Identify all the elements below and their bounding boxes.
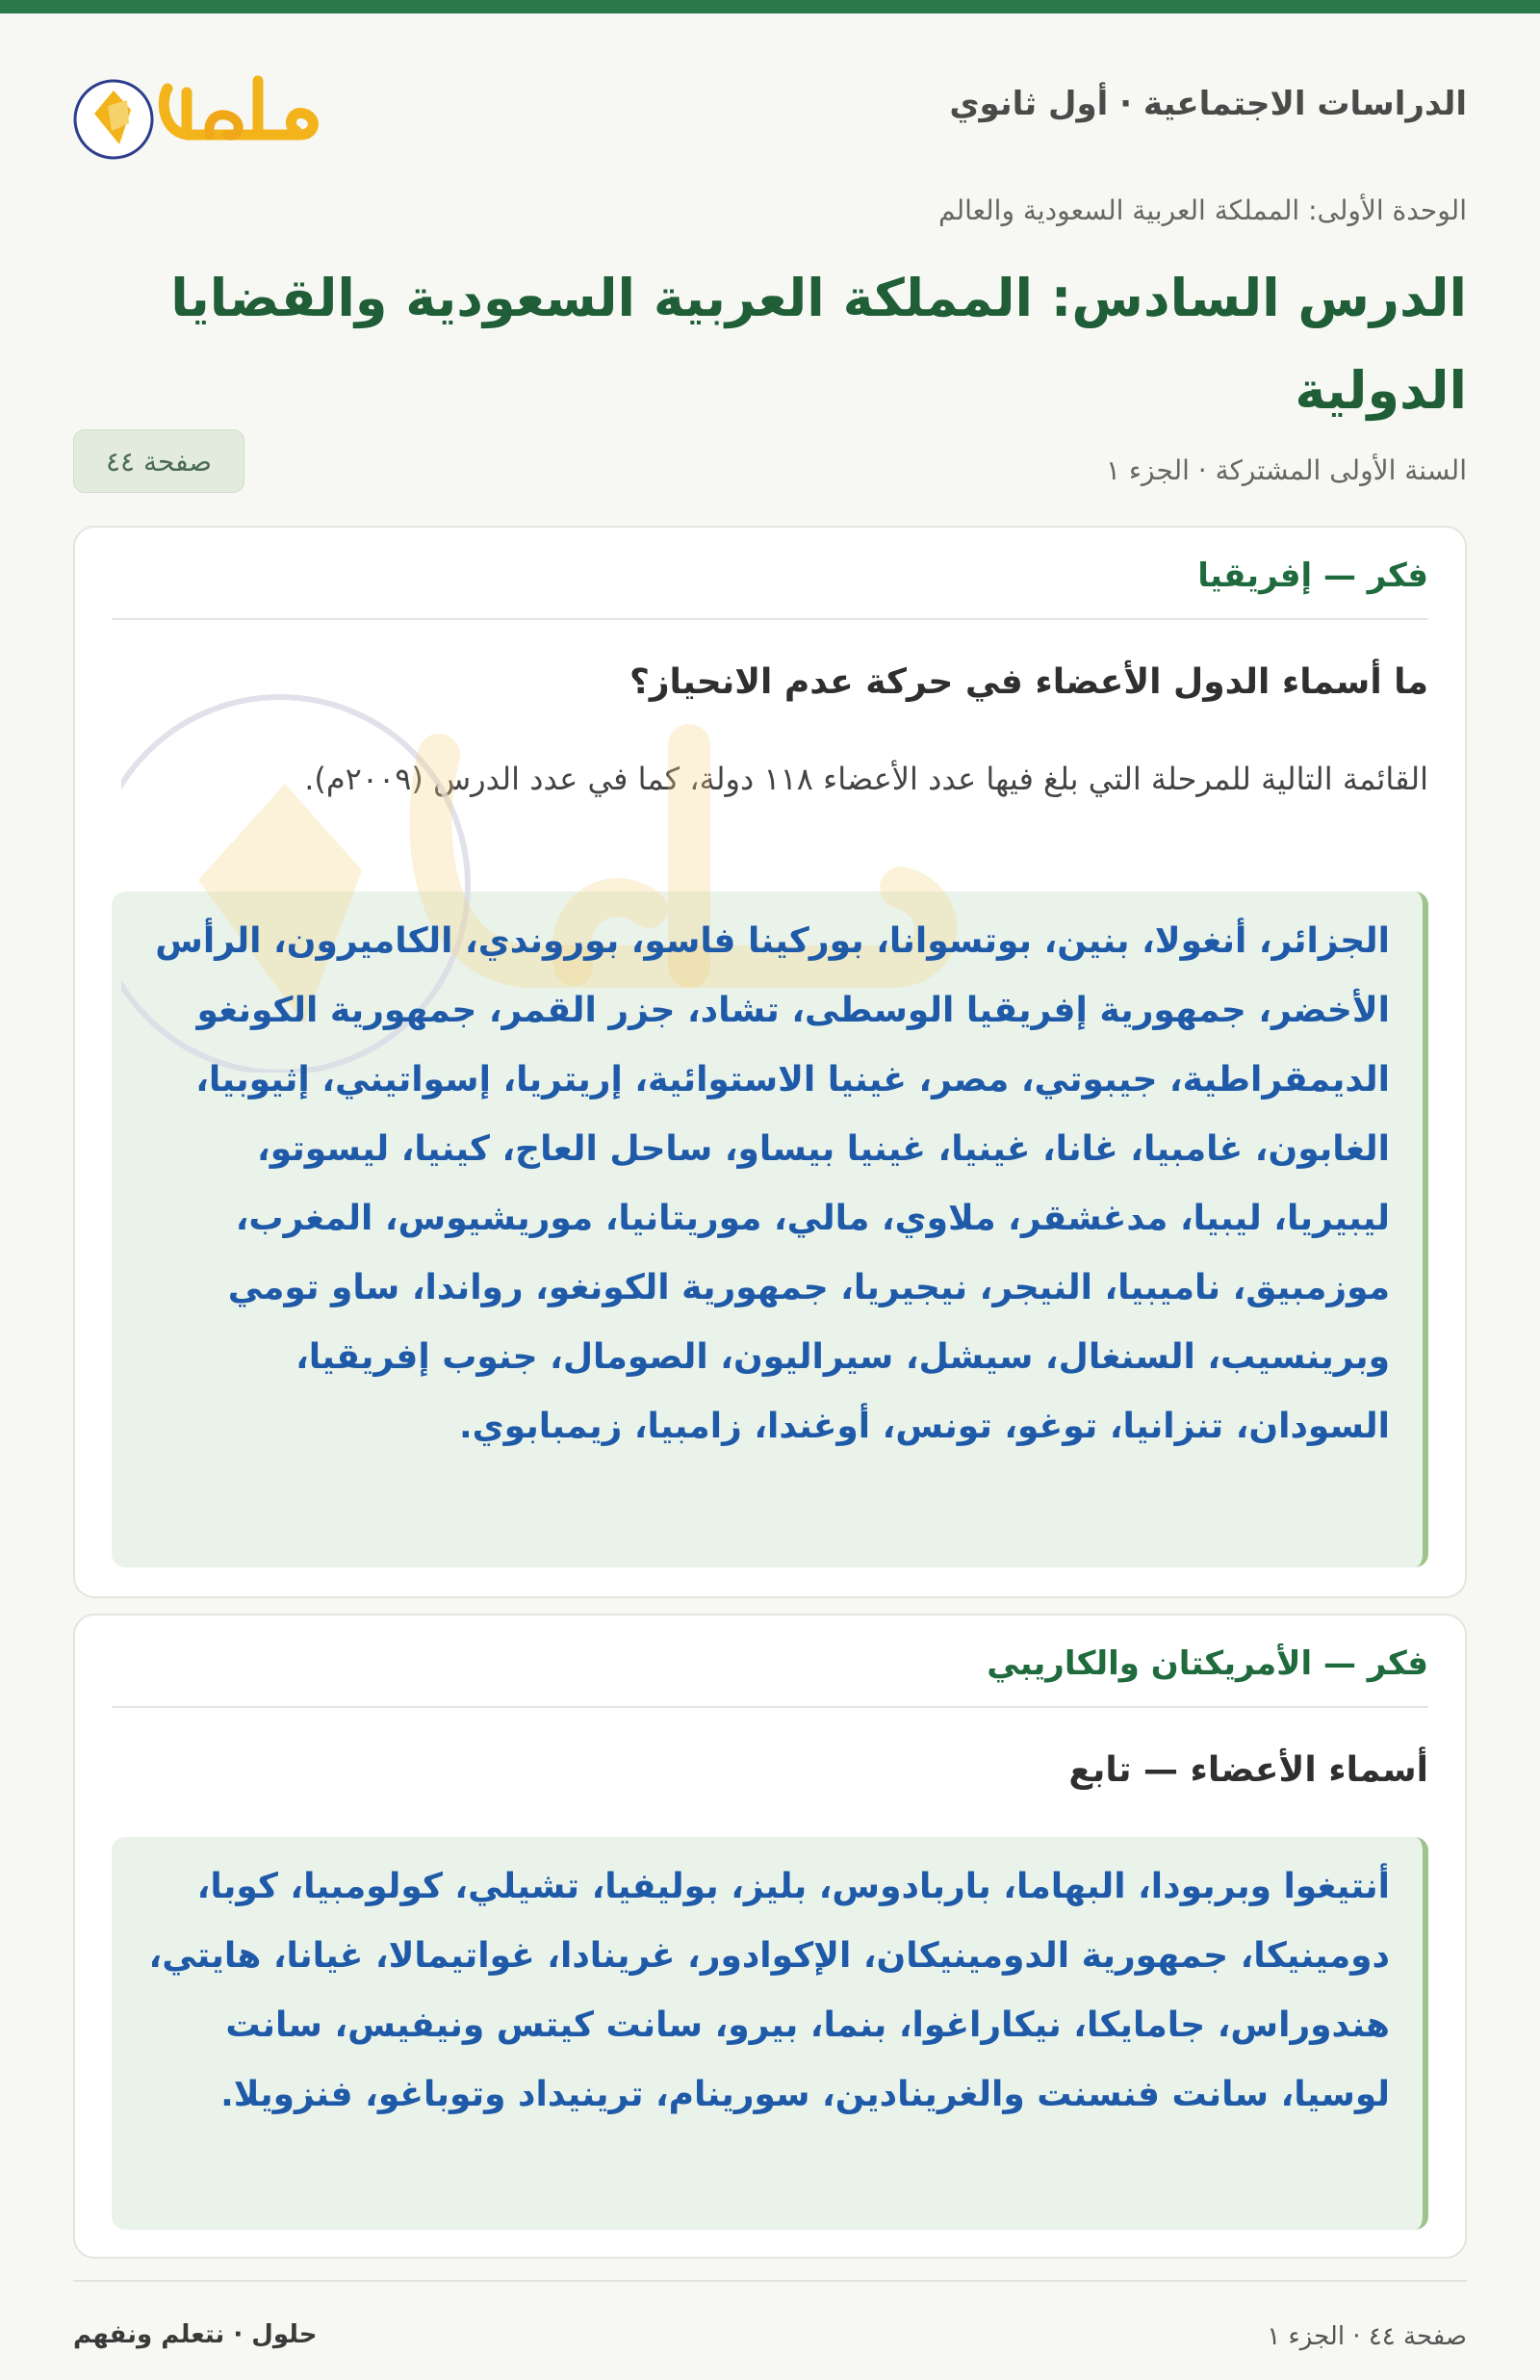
card-heading: فكر — الأمريكتان والكاريبي xyxy=(112,1644,1428,1708)
top-accent-bar xyxy=(0,0,1540,13)
think-card-africa xyxy=(73,526,1467,1598)
member-list-box xyxy=(112,1837,1428,2230)
lesson-title: الدرس السادس: المملكة العربية السعودية والقضايا الدولية xyxy=(170,268,1467,421)
logo-lettering xyxy=(164,81,313,136)
page xyxy=(73,13,1467,2380)
unit-label: الوحدة الأولى: المملكة العربية السعودية والعالم xyxy=(937,194,1467,226)
page-badge: صفحة ٤٤ xyxy=(73,429,244,493)
footer-page-info: صفحة ٤٤ · الجزء ١ xyxy=(1267,2322,1467,2351)
footer-divider xyxy=(73,2280,1467,2282)
card-intro: القائمة التالية للمرحلة التي بلغ فيها عدد الأعضاء ١١٨ دولة، كما في عدد الدرس (٢٠٠٩م). xyxy=(304,761,1428,797)
hulul-logo[interactable] xyxy=(73,64,323,171)
member-list: الجزائر، أنغولا، بنين، بوتسوانا، بوركينا فاسو، بوروندي، الكاميرون، الرأس الأخضر، جمهورية إفريقيا الوسطى، تشاد، جزر القمر، جمهورية الكونغو الديمقراطية، جيبوتي، مصر، غينيا الاستوائية، إريتريا، إسواتيني، إثيوبيا، الغابون، غامبيا، غانا، غينيا، غينيا بيساو، ساحل العاج، كينيا، ليسوتو، ليبيريا، ليبيا، مدغشقر، ملاوي، مالي، موريتانيا، موريشيوس، المغرب، موزمبيق، ناميبيا، النيجر، نيجيريا، جمهورية الكونغو، رواندا، ساو تومي وبرينسيب، السنغال، سيشل، سيراليون، الصومال، جنوب إفريقيا، السودان، تنزانيا، توغو، تونس، أوغندا، زامبيا، زيمبابوي. xyxy=(155,921,1390,1446)
lesson-meta: السنة الأولى المشتركة · الجزء ١ xyxy=(1105,454,1467,486)
card-question: أسماء الأعضاء — تابع xyxy=(1068,1750,1428,1790)
card-question: ما أسماء الدول الأعضاء في حركة عدم الانحياز؟ xyxy=(629,662,1428,702)
member-list: أنتيغوا وبربودا، البهاما، باربادوس، بليز، بوليفيا، تشيلي، كولومبيا، كوبا، دومينيكا، جمهورية الدومينيكان، الإكوادور، غرينادا، غواتيمالا، غيانا، هايتي، هندوراس، جامايكا، نيكاراغوا، بنما، بيرو، سانت كيتس ونيفيس، سانت لوسيا، سانت فنسنت والغرينادين، سورينام، ترينيداد وتوباغو، فنزويلا. xyxy=(148,1867,1390,2114)
subject-label: الدراسات الاجتماعية · أول ثانوي xyxy=(949,85,1467,123)
card-heading: فكر — إفريقيا xyxy=(112,556,1428,620)
page-header xyxy=(73,13,1467,187)
member-list-box xyxy=(112,892,1428,1567)
footer-brand: حلول · نتعلم ونفهم xyxy=(73,2320,318,2349)
think-card-americas xyxy=(73,1614,1467,2259)
